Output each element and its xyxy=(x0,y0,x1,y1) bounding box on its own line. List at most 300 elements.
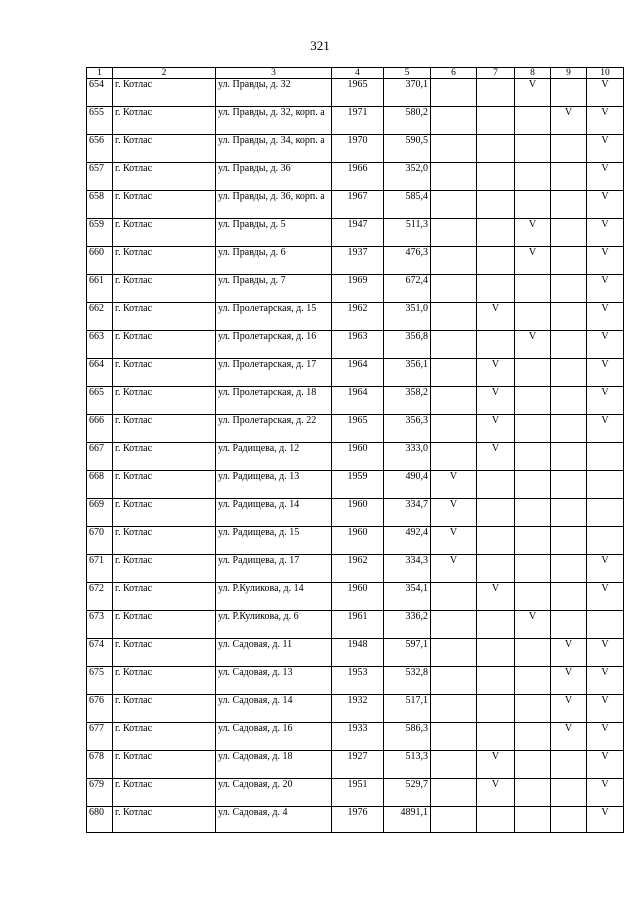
area-cell: 586,3 xyxy=(384,723,431,751)
year-cell: 1960 xyxy=(332,499,384,527)
year-cell: 1962 xyxy=(332,555,384,583)
mark-cell-9 xyxy=(551,275,587,303)
address-cell: ул. Пролетарская, д. 15 xyxy=(216,303,332,331)
mark-cell-7: V xyxy=(477,751,515,779)
table-row xyxy=(87,387,624,415)
address-cell: ул. Радищева, д. 13 xyxy=(216,471,332,499)
mark-cell-10: V xyxy=(587,723,624,751)
city-cell: г. Котлас xyxy=(113,163,216,191)
mark-cell-7 xyxy=(477,527,515,555)
mark-cell-8 xyxy=(515,751,551,779)
mark-cell-10: V xyxy=(587,359,624,387)
mark-cell-7: V xyxy=(477,303,515,331)
mark-cell-10 xyxy=(587,611,624,639)
column-header: 3 xyxy=(216,68,332,79)
table-row xyxy=(87,555,624,583)
mark-cell-7 xyxy=(477,275,515,303)
year-cell: 1932 xyxy=(332,695,384,723)
mark-cell-9: V xyxy=(551,667,587,695)
mark-cell-8 xyxy=(515,555,551,583)
row-number: 675 xyxy=(87,667,113,695)
mark-cell-8 xyxy=(515,359,551,387)
row-number: 654 xyxy=(87,79,113,107)
mark-cell-9 xyxy=(551,219,587,247)
table-row xyxy=(87,667,624,695)
mark-cell-6 xyxy=(431,219,477,247)
year-cell: 1961 xyxy=(332,611,384,639)
area-cell: 585,4 xyxy=(384,191,431,219)
row-number: 666 xyxy=(87,415,113,443)
address-cell: ул. Радищева, д. 15 xyxy=(216,527,332,555)
mark-cell-9 xyxy=(551,471,587,499)
row-number: 658 xyxy=(87,191,113,219)
year-cell: 1976 xyxy=(332,807,384,833)
mark-cell-9: V xyxy=(551,107,587,135)
area-cell: 532,8 xyxy=(384,667,431,695)
address-cell: ул. Пролетарская, д. 18 xyxy=(216,387,332,415)
mark-cell-10: V xyxy=(587,583,624,611)
mark-cell-7 xyxy=(477,555,515,583)
mark-cell-7: V xyxy=(477,583,515,611)
row-number: 671 xyxy=(87,555,113,583)
mark-cell-10 xyxy=(587,443,624,471)
table-row xyxy=(87,779,624,807)
area-cell: 529,7 xyxy=(384,779,431,807)
mark-cell-6: V xyxy=(431,499,477,527)
mark-cell-10: V xyxy=(587,415,624,443)
row-number: 660 xyxy=(87,247,113,275)
area-cell: 580,2 xyxy=(384,107,431,135)
row-number: 661 xyxy=(87,275,113,303)
mark-cell-10: V xyxy=(587,695,624,723)
mark-cell-10: V xyxy=(587,219,624,247)
mark-cell-10: V xyxy=(587,275,624,303)
column-header: 5 xyxy=(384,68,431,79)
mark-cell-8 xyxy=(515,807,551,833)
mark-cell-10: V xyxy=(587,107,624,135)
row-number: 659 xyxy=(87,219,113,247)
mark-cell-7 xyxy=(477,79,515,107)
row-number: 656 xyxy=(87,135,113,163)
mark-cell-10: V xyxy=(587,555,624,583)
address-cell: ул. Садовая, д. 13 xyxy=(216,667,332,695)
mark-cell-9 xyxy=(551,807,587,833)
column-number-row xyxy=(87,68,624,79)
year-cell: 1959 xyxy=(332,471,384,499)
mark-cell-6: V xyxy=(431,527,477,555)
city-cell: г. Котлас xyxy=(113,359,216,387)
row-number: 665 xyxy=(87,387,113,415)
year-cell: 1971 xyxy=(332,107,384,135)
area-cell: 370,1 xyxy=(384,79,431,107)
row-number: 672 xyxy=(87,583,113,611)
mark-cell-6 xyxy=(431,359,477,387)
year-cell: 1962 xyxy=(332,303,384,331)
mark-cell-6: V xyxy=(431,471,477,499)
table-row xyxy=(87,471,624,499)
city-cell: г. Котлас xyxy=(113,79,216,107)
mark-cell-9 xyxy=(551,79,587,107)
year-cell: 1953 xyxy=(332,667,384,695)
city-cell: г. Котлас xyxy=(113,667,216,695)
city-cell: г. Котлас xyxy=(113,471,216,499)
address-cell: ул. Радищева, д. 12 xyxy=(216,443,332,471)
mark-cell-6 xyxy=(431,135,477,163)
mark-cell-9 xyxy=(551,387,587,415)
mark-cell-6 xyxy=(431,79,477,107)
mark-cell-10: V xyxy=(587,163,624,191)
mark-cell-6 xyxy=(431,723,477,751)
year-cell: 1951 xyxy=(332,779,384,807)
mark-cell-7 xyxy=(477,247,515,275)
area-cell: 476,3 xyxy=(384,247,431,275)
mark-cell-9 xyxy=(551,555,587,583)
mark-cell-8 xyxy=(515,695,551,723)
row-number: 657 xyxy=(87,163,113,191)
year-cell: 1960 xyxy=(332,527,384,555)
mark-cell-7 xyxy=(477,639,515,667)
mark-cell-8 xyxy=(515,443,551,471)
year-cell: 1927 xyxy=(332,751,384,779)
table-row xyxy=(87,807,624,833)
area-cell: 672,4 xyxy=(384,275,431,303)
address-cell: ул. Правды, д. 34, корп. а xyxy=(216,135,332,163)
year-cell: 1970 xyxy=(332,135,384,163)
mark-cell-6 xyxy=(431,779,477,807)
mark-cell-6 xyxy=(431,443,477,471)
mark-cell-10: V xyxy=(587,807,624,833)
mark-cell-10: V xyxy=(587,135,624,163)
mark-cell-7: V xyxy=(477,779,515,807)
address-cell: ул. Правды, д. 7 xyxy=(216,275,332,303)
city-cell: г. Котлас xyxy=(113,331,216,359)
year-cell: 1960 xyxy=(332,583,384,611)
column-header: 10 xyxy=(587,68,624,79)
mark-cell-7 xyxy=(477,107,515,135)
row-number: 663 xyxy=(87,331,113,359)
mark-cell-8 xyxy=(515,471,551,499)
mark-cell-7 xyxy=(477,807,515,833)
mark-cell-10: V xyxy=(587,639,624,667)
table-row xyxy=(87,611,624,639)
mark-cell-9 xyxy=(551,163,587,191)
mark-cell-9 xyxy=(551,359,587,387)
area-cell: 356,1 xyxy=(384,359,431,387)
city-cell: г. Котлас xyxy=(113,219,216,247)
table-row xyxy=(87,79,624,107)
mark-cell-8 xyxy=(515,723,551,751)
mark-cell-9 xyxy=(551,135,587,163)
year-cell: 1933 xyxy=(332,723,384,751)
address-cell: ул. Пролетарская, д. 16 xyxy=(216,331,332,359)
mark-cell-8: V xyxy=(515,247,551,275)
address-cell: ул. Садовая, д. 11 xyxy=(216,639,332,667)
column-header: 6 xyxy=(431,68,477,79)
mark-cell-7 xyxy=(477,723,515,751)
mark-cell-7 xyxy=(477,611,515,639)
mark-cell-9 xyxy=(551,415,587,443)
year-cell: 1967 xyxy=(332,191,384,219)
table-row xyxy=(87,191,624,219)
mark-cell-8 xyxy=(515,191,551,219)
mark-cell-9 xyxy=(551,247,587,275)
mark-cell-6 xyxy=(431,807,477,833)
address-cell: ул. Садовая, д. 4 xyxy=(216,807,332,833)
address-cell: ул. Р.Куликова, д. 14 xyxy=(216,583,332,611)
table-row xyxy=(87,303,624,331)
mark-cell-9 xyxy=(551,583,587,611)
mark-cell-6 xyxy=(431,415,477,443)
table-row xyxy=(87,275,624,303)
row-number: 673 xyxy=(87,611,113,639)
row-number: 678 xyxy=(87,751,113,779)
mark-cell-9 xyxy=(551,191,587,219)
mark-cell-6 xyxy=(431,387,477,415)
housing-registry-table xyxy=(86,67,624,833)
mark-cell-6 xyxy=(431,191,477,219)
column-header: 8 xyxy=(515,68,551,79)
table-row xyxy=(87,639,624,667)
mark-cell-6 xyxy=(431,163,477,191)
address-cell: ул. Радищева, д. 17 xyxy=(216,555,332,583)
area-cell: 334,3 xyxy=(384,555,431,583)
year-cell: 1969 xyxy=(332,275,384,303)
row-number: 674 xyxy=(87,639,113,667)
address-cell: ул. Правды, д. 32, корп. а xyxy=(216,107,332,135)
city-cell: г. Котлас xyxy=(113,583,216,611)
city-cell: г. Котлас xyxy=(113,723,216,751)
city-cell: г. Котлас xyxy=(113,751,216,779)
table-body xyxy=(87,68,624,833)
row-number: 667 xyxy=(87,443,113,471)
city-cell: г. Котлас xyxy=(113,387,216,415)
mark-cell-6 xyxy=(431,247,477,275)
year-cell: 1963 xyxy=(332,331,384,359)
mark-cell-8: V xyxy=(515,611,551,639)
address-cell: ул. Садовая, д. 18 xyxy=(216,751,332,779)
area-cell: 492,4 xyxy=(384,527,431,555)
mark-cell-8 xyxy=(515,527,551,555)
mark-cell-8 xyxy=(515,135,551,163)
area-cell: 352,0 xyxy=(384,163,431,191)
row-number: 680 xyxy=(87,807,113,833)
mark-cell-8 xyxy=(515,275,551,303)
mark-cell-9 xyxy=(551,499,587,527)
area-cell: 354,1 xyxy=(384,583,431,611)
mark-cell-9 xyxy=(551,611,587,639)
column-header: 7 xyxy=(477,68,515,79)
mark-cell-8 xyxy=(515,639,551,667)
area-cell: 333,0 xyxy=(384,443,431,471)
mark-cell-10: V xyxy=(587,779,624,807)
mark-cell-10: V xyxy=(587,303,624,331)
mark-cell-8: V xyxy=(515,331,551,359)
mark-cell-6 xyxy=(431,639,477,667)
row-number: 662 xyxy=(87,303,113,331)
address-cell: ул. Р.Куликова, д. 6 xyxy=(216,611,332,639)
mark-cell-7 xyxy=(477,667,515,695)
city-cell: г. Котлас xyxy=(113,135,216,163)
table-row xyxy=(87,723,624,751)
year-cell: 1960 xyxy=(332,443,384,471)
year-cell: 1948 xyxy=(332,639,384,667)
mark-cell-6 xyxy=(431,611,477,639)
area-cell: 334,7 xyxy=(384,499,431,527)
mark-cell-8 xyxy=(515,779,551,807)
row-number: 679 xyxy=(87,779,113,807)
area-cell: 356,3 xyxy=(384,415,431,443)
table-row xyxy=(87,247,624,275)
mark-cell-7 xyxy=(477,471,515,499)
area-cell: 513,3 xyxy=(384,751,431,779)
mark-cell-7: V xyxy=(477,443,515,471)
mark-cell-8 xyxy=(515,499,551,527)
table-row xyxy=(87,751,624,779)
mark-cell-10: V xyxy=(587,387,624,415)
row-number: 670 xyxy=(87,527,113,555)
year-cell: 1937 xyxy=(332,247,384,275)
area-cell: 356,8 xyxy=(384,331,431,359)
city-cell: г. Котлас xyxy=(113,527,216,555)
mark-cell-10: V xyxy=(587,751,624,779)
city-cell: г. Котлас xyxy=(113,695,216,723)
area-cell: 490,4 xyxy=(384,471,431,499)
mark-cell-6 xyxy=(431,751,477,779)
mark-cell-9 xyxy=(551,779,587,807)
city-cell: г. Котлас xyxy=(113,191,216,219)
mark-cell-8 xyxy=(515,583,551,611)
mark-cell-7 xyxy=(477,163,515,191)
address-cell: ул. Правды, д. 36, корп. а xyxy=(216,191,332,219)
row-number: 677 xyxy=(87,723,113,751)
mark-cell-7: V xyxy=(477,359,515,387)
mark-cell-8 xyxy=(515,107,551,135)
mark-cell-7 xyxy=(477,219,515,247)
city-cell: г. Котлас xyxy=(113,555,216,583)
mark-cell-10 xyxy=(587,499,624,527)
mark-cell-9 xyxy=(551,331,587,359)
city-cell: г. Котлас xyxy=(113,499,216,527)
table-row xyxy=(87,135,624,163)
address-cell: ул. Правды, д. 36 xyxy=(216,163,332,191)
address-cell: ул. Садовая, д. 20 xyxy=(216,779,332,807)
year-cell: 1947 xyxy=(332,219,384,247)
mark-cell-10: V xyxy=(587,79,624,107)
mark-cell-9 xyxy=(551,527,587,555)
mark-cell-6 xyxy=(431,275,477,303)
city-cell: г. Котлас xyxy=(113,443,216,471)
table-row xyxy=(87,443,624,471)
city-cell: г. Котлас xyxy=(113,611,216,639)
mark-cell-7 xyxy=(477,191,515,219)
mark-cell-7 xyxy=(477,695,515,723)
mark-cell-10: V xyxy=(587,667,624,695)
mark-cell-8 xyxy=(515,303,551,331)
year-cell: 1965 xyxy=(332,79,384,107)
mark-cell-6 xyxy=(431,667,477,695)
row-number: 676 xyxy=(87,695,113,723)
area-cell: 4891,1 xyxy=(384,807,431,833)
table-row xyxy=(87,583,624,611)
mark-cell-7 xyxy=(477,331,515,359)
mark-cell-9 xyxy=(551,751,587,779)
column-header: 4 xyxy=(332,68,384,79)
area-cell: 511,3 xyxy=(384,219,431,247)
row-number: 655 xyxy=(87,107,113,135)
mark-cell-6 xyxy=(431,107,477,135)
mark-cell-6 xyxy=(431,695,477,723)
area-cell: 351,0 xyxy=(384,303,431,331)
page-number: 321 xyxy=(310,38,330,53)
column-header: 9 xyxy=(551,68,587,79)
mark-cell-6: V xyxy=(431,555,477,583)
table-row xyxy=(87,359,624,387)
table-row xyxy=(87,695,624,723)
mark-cell-7: V xyxy=(477,415,515,443)
mark-cell-6 xyxy=(431,303,477,331)
column-header: 1 xyxy=(87,68,113,79)
mark-cell-7: V xyxy=(477,387,515,415)
address-cell: ул. Садовая, д. 16 xyxy=(216,723,332,751)
mark-cell-9 xyxy=(551,303,587,331)
city-cell: г. Котлас xyxy=(113,779,216,807)
mark-cell-9: V xyxy=(551,723,587,751)
mark-cell-6 xyxy=(431,331,477,359)
row-number: 668 xyxy=(87,471,113,499)
table-row xyxy=(87,527,624,555)
mark-cell-7 xyxy=(477,499,515,527)
address-cell: ул. Правды, д. 32 xyxy=(216,79,332,107)
mark-cell-8 xyxy=(515,163,551,191)
address-cell: ул. Правды, д. 5 xyxy=(216,219,332,247)
area-cell: 358,2 xyxy=(384,387,431,415)
mark-cell-8 xyxy=(515,415,551,443)
area-cell: 590,5 xyxy=(384,135,431,163)
address-cell: ул. Правды, д. 6 xyxy=(216,247,332,275)
mark-cell-8: V xyxy=(515,219,551,247)
city-cell: г. Котлас xyxy=(113,415,216,443)
year-cell: 1964 xyxy=(332,387,384,415)
mark-cell-9: V xyxy=(551,639,587,667)
mark-cell-9: V xyxy=(551,695,587,723)
column-header: 2 xyxy=(113,68,216,79)
mark-cell-10 xyxy=(587,471,624,499)
city-cell: г. Котлас xyxy=(113,639,216,667)
address-cell: ул. Радищева, д. 14 xyxy=(216,499,332,527)
table-row xyxy=(87,415,624,443)
address-cell: ул. Садовая, д. 14 xyxy=(216,695,332,723)
mark-cell-10: V xyxy=(587,331,624,359)
row-number: 664 xyxy=(87,359,113,387)
table-row xyxy=(87,331,624,359)
mark-cell-8 xyxy=(515,667,551,695)
mark-cell-8: V xyxy=(515,79,551,107)
address-cell: ул. Пролетарская, д. 17 xyxy=(216,359,332,387)
table-row xyxy=(87,499,624,527)
address-cell: ул. Пролетарская, д. 22 xyxy=(216,415,332,443)
mark-cell-8 xyxy=(515,387,551,415)
table-row xyxy=(87,219,624,247)
mark-cell-10 xyxy=(587,527,624,555)
year-cell: 1966 xyxy=(332,163,384,191)
area-cell: 597,1 xyxy=(384,639,431,667)
table-row xyxy=(87,163,624,191)
mark-cell-10: V xyxy=(587,191,624,219)
mark-cell-10: V xyxy=(587,247,624,275)
mark-cell-9 xyxy=(551,443,587,471)
row-number: 669 xyxy=(87,499,113,527)
city-cell: г. Котлас xyxy=(113,303,216,331)
